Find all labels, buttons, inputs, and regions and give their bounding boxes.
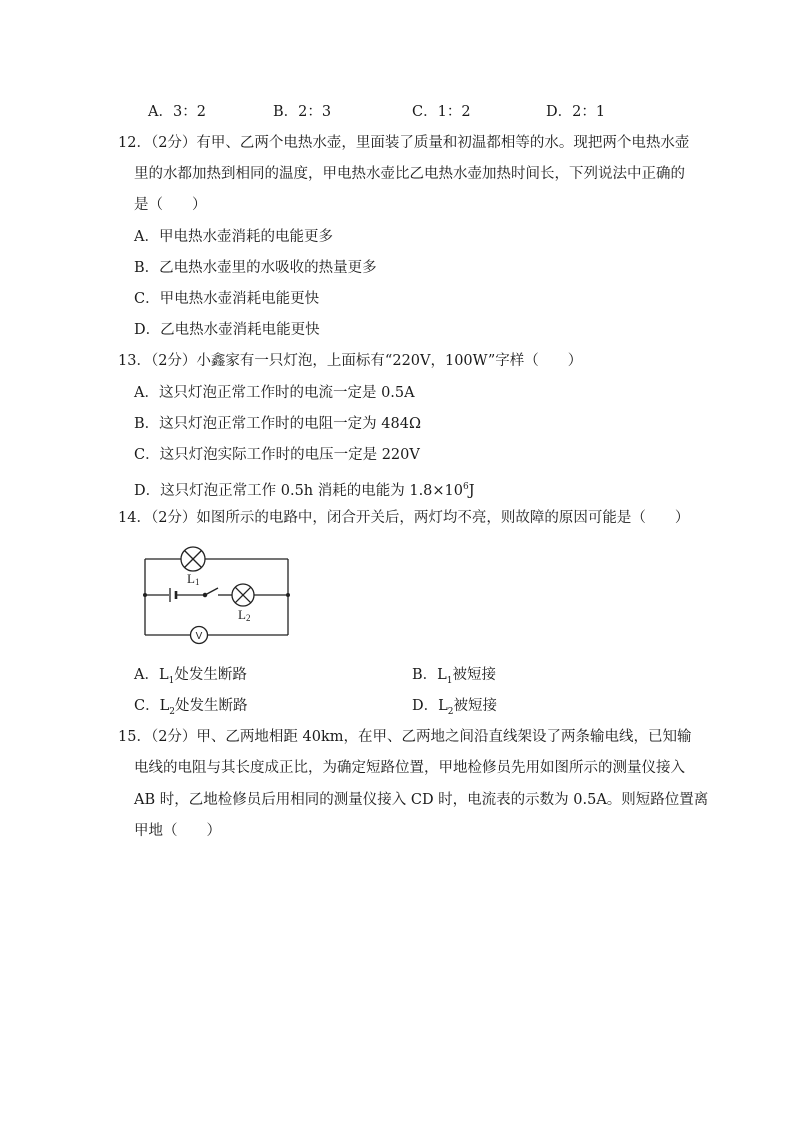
q14-option-d-text: 被短接 [453,698,497,714]
q14-option-a [134,665,247,691]
lamp-l1-label [187,571,199,587]
q11-option-b: B．2：3 [273,104,332,120]
battery-symbol [170,588,176,602]
q13-option-b: B．这只灯泡正常工作时的电阻一定为 484Ω [134,416,421,432]
lamp-l2-sub: 2 [245,613,251,623]
q14-option-b [412,665,496,691]
lamp-l2-symbol [232,584,254,606]
junction-right [286,593,290,597]
voltmeter-symbol [191,627,208,644]
lamp-l2-label [238,607,250,623]
q14-option-c-sub: 2 [169,706,175,717]
q14-option-c [134,696,247,722]
q15-stem-line-1: 15．（2分）甲、乙两地相距 40km，在甲、乙两地之间沿直线架设了两条输电线，已知输 [118,729,692,745]
q14-option-a-text: 处发生断路 [174,667,247,683]
lamp-l1-letter: L [187,571,195,586]
q14-stem: 14．（2分）如图所示的电路中，闭合开关后，两灯均不亮，则故障的原因可能是（ ） [118,510,690,526]
q11-option-d: D．2：1 [546,104,606,120]
q12-option-a: A．甲电热水壶消耗的电能更多 [134,229,333,245]
q13-option-a: A．这只灯泡正常工作时的电流一定是 0.5A [134,385,415,401]
q13-option-d-text: D．这只灯泡正常工作 0.5h 消耗的电能为 1.8×10 [134,482,464,499]
q14-option-a-prefix: A．L [134,667,169,683]
q14-option-a-sub: 1 [168,675,175,686]
q11-option-a: A．3：2 [148,104,206,120]
q11-option-c: C．1：2 [412,104,471,120]
q13-option-d-exponent: 6 [463,482,469,492]
voltmeter-label: V [195,631,203,642]
q12-option-b: B．乙电热水壶里的水吸收的热量更多 [134,260,377,276]
q14-option-c-prefix: C．L [134,698,170,714]
q13-option-c: C．这只灯泡实际工作时的电压一定是 220V [134,447,420,463]
lamp-l1-symbol [181,547,205,571]
q14-option-d [412,696,497,722]
q14-option-b-sub: 1 [446,675,453,686]
q14-option-b-prefix: B．L [412,667,447,683]
q12-option-d: D．乙电热水壶消耗电能更快 [134,322,320,338]
q15-stem-line-3: AB 时，乙地检修员后用相同的测量仪接入 CD 时，电流表的示数为 0.5A。则短路位置离 [134,792,709,808]
q12-stem-line-2: 里的水都加热到相同的温度，甲电热水壶比乙电热水壶加热时间长，下列说法中正确的 [134,166,685,182]
q14-option-d-sub: 2 [447,706,454,717]
q13-option-d-unit: J [468,482,475,499]
q12-stem-line-3: 是（ ） [134,197,207,213]
junction-left [143,593,147,597]
lamp-l2-letter: L [238,607,246,622]
q14-circuit-diagram [136,543,300,645]
q14-option-c-text: 处发生断路 [174,698,248,714]
q12-option-c: C．甲电热水壶消耗电能更快 [134,291,320,307]
q15-stem-line-2: 电线的电阻与其长度成正比，为确定短路位置，甲地检修员先用如图所示的测量仪接入 [134,760,685,776]
q13-option-d [134,477,475,501]
switch-symbol [203,588,218,597]
q14-option-d-prefix: D．L [412,698,448,714]
q13-stem: 13．（2分）小鑫家有一只灯泡，上面标有“220V，100W”字样（ ） [118,353,583,369]
q15-stem-line-4: 甲地（ ） [134,823,221,839]
lamp-l1-sub: 1 [194,577,200,587]
q12-stem-line-1: 12．（2分）有甲、乙两个电热水壶，里面装了质量和初温都相等的水。现把两个电热水壶 [118,135,690,151]
q14-option-b-text: 被短接 [452,667,497,683]
